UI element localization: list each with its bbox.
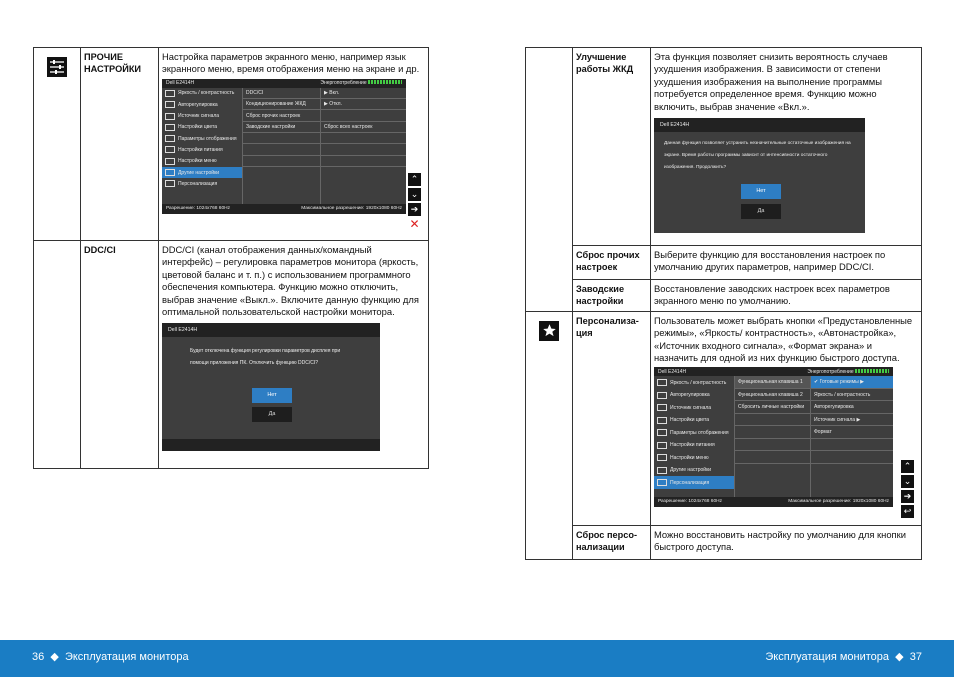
- row-description: [651, 48, 922, 246]
- osd-value: Сброс всех настроек: [321, 122, 406, 133]
- osd-menu-item: Яркость / контрастность: [654, 376, 734, 389]
- osd-values: [810, 376, 893, 497]
- osd-menu-item: Источник сигнала: [654, 401, 734, 414]
- osd-screenshot-other-settings: [162, 79, 406, 214]
- osd-menu-item: Настройки цвета: [654, 414, 734, 427]
- osd-value: Яркость / контрастность: [811, 389, 893, 402]
- osd-value: Формат: [811, 426, 893, 439]
- row-description-text: DDC/CI (канал отображения данных/командный интерфейс) – регулировка параметров монитора (яркость, цветовой баланс и т. п.) с использованием программного обеспечения компьютера. Функцию можно отключить, выбрав значение «Выкл.». Включите данную функцию для оптимальной пользовательской настройки монитора.: [162, 244, 419, 318]
- row-description: [159, 241, 429, 469]
- enter-arrow-icon: ➔: [408, 203, 421, 216]
- osd-menu-item: Параметры отображения: [162, 133, 242, 144]
- dialog-title: Dell E2414H: [654, 118, 865, 132]
- osd-value: [321, 110, 406, 121]
- back-arrow-icon: ↩: [901, 505, 914, 518]
- osd-energy-label: Энергопотребление: [320, 80, 367, 87]
- osd-max-resolution: Максимальное разрешение: 1920x1080 60Hz: [788, 499, 889, 505]
- osd-submenu-item: [735, 451, 810, 464]
- dialog-text: Будет отключена функция регулировки параметров дисплея при помощи приложения ПК. Отключить функцию DDC/CI?: [190, 348, 341, 367]
- osd-menu-item: Настройки питания: [162, 144, 242, 155]
- empty-icon-cell: [526, 48, 573, 312]
- osd-submenu-item: [243, 133, 320, 144]
- row-name: Сброс прочих настроек: [573, 246, 651, 280]
- osd-screenshot-personalization: [654, 367, 893, 507]
- energy-meter: [855, 369, 889, 373]
- osd-menu-item: Настройки питания: [654, 439, 734, 452]
- osd-value: [321, 133, 406, 144]
- row-description-text: Настройка параметров экранного меню, например язык экранного меню, время отображения меню на экране и др.: [162, 51, 420, 75]
- row-description: Восстановление заводских настроек всех параметров экранного меню по умолчанию.: [651, 280, 922, 312]
- osd-value: [811, 451, 893, 464]
- osd-menu-item: Источник сигнала: [162, 110, 242, 121]
- osd-submenu: [734, 376, 810, 497]
- yes-button: Да: [252, 407, 292, 422]
- osd-submenu-item: [735, 439, 810, 452]
- osd-menu-item: Яркость / контрастность: [162, 88, 242, 99]
- dialog-title: Dell E2414H: [162, 323, 380, 337]
- row-description-text: Пользователь может выбрать кнопки «Предустановленные режимы», «Яркость/ контрастность», «Автонастройка», «Источник входного сигнала», «Формат экрана» и назначить для одной из них функцию быстрого доступа.: [654, 314, 913, 364]
- osd-footer: [162, 204, 406, 214]
- osd-resolution: Разрешение: 1024x768 60Hz: [658, 499, 722, 505]
- yes-button: Да: [741, 204, 781, 219]
- osd-menu-item-selected: Другие настройки: [162, 167, 242, 178]
- osd-submenu-item: DDC/CI: [243, 88, 320, 99]
- down-arrow-icon: ⌄: [901, 475, 914, 488]
- energy-meter: [368, 80, 402, 84]
- down-arrow-icon: ⌄: [408, 188, 421, 201]
- row-description: [651, 311, 922, 525]
- osd-menu-item-selected: Персонализация: [654, 476, 734, 489]
- osd-menu-item: Авторегулировка: [654, 389, 734, 402]
- left-page-number: 36: [32, 651, 45, 663]
- right-settings-table: [525, 47, 922, 560]
- right-nav-buttons: [901, 460, 914, 518]
- osd-submenu-item: Сброс прочих настроек: [243, 110, 320, 121]
- osd-menu-item: Авторегулировка: [162, 99, 242, 110]
- osd-header: [654, 367, 893, 376]
- osd-submenu-item: Кондиционирование ЖКД: [243, 99, 320, 110]
- osd-title: Dell E2414H: [658, 368, 687, 375]
- osd-menu-item: Персонализация: [162, 178, 242, 189]
- close-x-icon: ✕: [409, 217, 420, 231]
- up-arrow-icon: ⌃: [901, 460, 914, 473]
- osd-submenu-item: Функциональная клавиша 2: [735, 389, 810, 402]
- osd-footer: [654, 497, 893, 507]
- row-name: Заводские настройки: [573, 280, 651, 312]
- osd-menu: [162, 88, 242, 204]
- row-name: Сброс персо-нализации: [573, 525, 651, 559]
- osd-submenu-item: Сбросить личные настройки: [735, 401, 810, 414]
- osd-value: ▶ Вкл.: [321, 88, 406, 99]
- empty-icon-cell: [34, 241, 81, 469]
- row-name: Персонализа-ция: [573, 311, 651, 525]
- right-footer: [765, 650, 922, 663]
- row-description: Выберите функцию для восстановления настроек по умолчанию других параметров, например DDC/CI.: [651, 246, 922, 280]
- enter-arrow-icon: ➔: [901, 490, 914, 503]
- left-footer: [32, 650, 189, 663]
- right-section-title: Эксплуатация монитора: [765, 651, 890, 663]
- ddcci-dialog-screenshot: [162, 323, 380, 451]
- osd-value: ▶ Откл.: [321, 99, 406, 110]
- osd-energy-label: Энергопотребление: [807, 368, 854, 375]
- osd-value: Авторегулировка: [811, 401, 893, 414]
- row-name: Улучшение работы ЖКД: [573, 48, 651, 246]
- osd-menu-item: Настройки цвета: [162, 122, 242, 133]
- other-settings-icon-cell: [34, 48, 81, 241]
- osd-menu: [654, 376, 734, 497]
- right-page-number: 37: [909, 651, 922, 663]
- osd-submenu-item: [735, 414, 810, 427]
- row-name: DDC/CI: [81, 241, 159, 469]
- osd-submenu: [242, 88, 320, 204]
- personalization-icon-cell: [526, 311, 573, 559]
- osd-submenu-item: Функциональная клавиша 1: [735, 376, 810, 389]
- osd-submenu-item: [243, 144, 320, 155]
- osd-value: [321, 156, 406, 167]
- osd-submenu-item: Заводские настройки: [243, 122, 320, 133]
- left-settings-table: [33, 47, 429, 469]
- osd-value: Источник сигнала ▶: [811, 414, 893, 427]
- no-button: Нет: [741, 184, 781, 199]
- osd-value: [811, 439, 893, 452]
- up-arrow-icon: ⌃: [408, 173, 421, 186]
- page-footer: [0, 640, 954, 677]
- osd-resolution: Разрешение: 1024x768 60Hz: [166, 205, 230, 211]
- osd-menu-item: Настройки меню: [654, 451, 734, 464]
- osd-submenu-item: [243, 156, 320, 167]
- osd-value: [321, 144, 406, 155]
- osd-body: [654, 376, 893, 497]
- row-name: ПРОЧИЕ НАСТРОЙКИ: [81, 48, 159, 241]
- osd-body: [162, 88, 406, 204]
- osd-max-resolution: Максимальное разрешение: 1920x1080 60Hz: [301, 205, 402, 211]
- dialog-footer-bar: [162, 439, 380, 451]
- osd-menu-item: Другие настройки: [654, 464, 734, 477]
- diamond-icon: ◆: [50, 651, 59, 663]
- left-nav-buttons: [408, 173, 421, 231]
- row-description: [159, 48, 429, 241]
- osd-submenu-item: [735, 426, 810, 439]
- osd-title: Dell E2414H: [166, 80, 195, 87]
- row-description-text: Эта функция позволяет снизить вероятность случаев ухудшения изображения. В зависимости от степени ухудшения изображения на выполнение программы потребуется определенное время. Функцию можно включить, выбрав значение «Вкл.».: [654, 51, 888, 112]
- other-settings-icon: [47, 57, 67, 77]
- osd-energy: [320, 80, 402, 86]
- row-description: Можно восстановить настройку по умолчанию для кнопки быстрого доступа.: [651, 525, 922, 559]
- diamond-icon: ◆: [895, 651, 904, 663]
- osd-header: [162, 79, 406, 88]
- dialog-text: Данная функция позволяет устранить незначительные остаточные изображения на экране. Время работы программы зависит от интенсивности остаточного изображения. Продолжить?: [664, 141, 851, 171]
- left-section-title: Эксплуатация монитора: [64, 651, 189, 663]
- no-button: Нет: [252, 388, 292, 403]
- osd-menu-item: Параметры отображения: [654, 426, 734, 439]
- osd-values: [320, 88, 406, 204]
- osd-energy: [807, 369, 889, 375]
- star-icon: [539, 321, 559, 341]
- osd-value-selected: ✔ Готовые режимы ▶: [811, 376, 893, 389]
- osd-menu-item: Настройки меню: [162, 156, 242, 167]
- lcd-conditioning-dialog-screenshot: [654, 118, 865, 233]
